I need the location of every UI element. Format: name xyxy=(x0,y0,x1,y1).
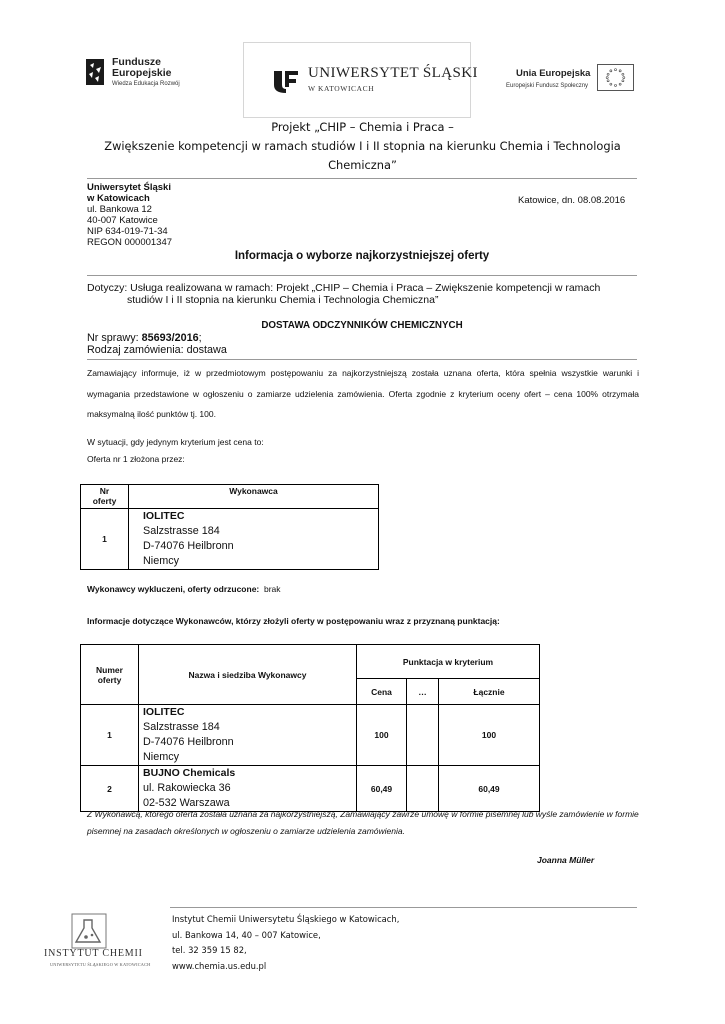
uniwersytet-slaski-logo xyxy=(243,42,478,118)
fundusze-europejskie-logo xyxy=(84,55,194,97)
dotyczy-block xyxy=(87,282,637,306)
footer-line1: Instytut Chemii Uniwersytetu Śląskiego w Katowicach, xyxy=(172,914,400,924)
project-title-line1: Projekt „CHIP – Chemia i Praca – xyxy=(271,120,454,134)
project-title-line3: Chemiczna” xyxy=(328,158,397,172)
header-name: Nazwa i siedziba Wykonawcy xyxy=(139,645,357,705)
row-street: ul. Rakowiecka 36 xyxy=(143,782,231,794)
row-cena: 100 xyxy=(357,705,407,766)
us-name: UNIWERSYTET ŚLĄSKI xyxy=(308,65,478,81)
decision-paragraph: Zamawiający informuje, iż w przedmiotowym postępowaniu za najkorzystniejszą została uznana oferta, która spełnia wszystkie warunki i wymagania przedstawione w ogłoszeniu o zamiarze udzielenia zamówienia. Oferta zgodnie z kryterium oceny ofert – cena 100% otrzymała maksymalną ilość punktów tj. 100. xyxy=(87,368,639,419)
ue-name: Unia Europejska xyxy=(516,68,591,79)
winner-table-header xyxy=(81,485,379,509)
instytut-chemii-name: INSTYTUT CHEMII xyxy=(44,948,143,959)
row-company: BUJNO Chemicals xyxy=(143,767,236,779)
scores-table xyxy=(80,644,540,812)
row-nr: 2 xyxy=(81,766,139,812)
case-divider xyxy=(87,359,637,360)
uniwersytet-slaski-icon xyxy=(272,67,300,97)
situation-block xyxy=(87,434,264,468)
winner-table xyxy=(80,484,379,570)
row-total: 60,49 xyxy=(439,766,540,812)
scores-header-row xyxy=(81,645,540,679)
eu-flag-icon xyxy=(597,64,634,91)
dotyczy-line1: Dotyczy: Usługa realizowana w ramach: Projekt „CHIP – Chemia i Praca – Zwiększenie kompetencji w ramach xyxy=(87,282,601,294)
subject-title: DOSTAWA ODCZYNNIKÓW CHEMICZNYCH xyxy=(261,320,463,331)
header-dots: … xyxy=(407,679,439,705)
case-nr-value: 85693/2016 xyxy=(141,332,199,344)
situation-line1: W sytuacji, gdy jedynym kryterium jest cena to: xyxy=(87,437,264,447)
excluded-value: brak xyxy=(263,584,281,594)
footer-phone: tel. 32 359 15 82, xyxy=(172,945,247,955)
sender-address xyxy=(87,182,172,248)
fundusze-europejskie-icon xyxy=(84,57,106,87)
order-type: Rodzaj zamówienia: dostawa xyxy=(87,344,227,356)
instytut-chemii-subtitle: UNIWERSYTETU ŚLĄSKIEGO W KATOWICACH xyxy=(50,962,151,967)
heading-divider xyxy=(87,275,637,276)
footer-website[interactable]: www.chemia.us.edu.pl xyxy=(172,960,267,971)
situation-line2: Oferta nr 1 złożona przez: xyxy=(87,454,185,464)
header-total: Łącznie xyxy=(439,679,540,705)
table-row xyxy=(81,509,379,570)
row-city: 02-532 Warszawa xyxy=(143,797,230,809)
scores-heading: Informacje dotyczące Wykonawców, którzy złożyli oferty w postępowaniu wraz z przyznaną punktacją: xyxy=(87,616,500,626)
row-nr: 1 xyxy=(81,705,139,766)
row-country: Niemcy xyxy=(143,751,179,763)
row-address xyxy=(139,705,357,766)
table-row xyxy=(81,766,540,812)
header-numer: Numer oferty xyxy=(81,645,139,705)
row-total: 100 xyxy=(439,705,540,766)
row-dots xyxy=(407,766,439,812)
fe-title xyxy=(112,57,172,79)
row-street: Salzstrasse 184 xyxy=(143,525,220,537)
row-city: D-74076 Heilbronn xyxy=(143,540,234,552)
sender-name-line2: w Katowicach xyxy=(87,193,150,204)
closing-paragraph: Z Wykonawcą, którego oferta została uznana za najkorzystniejszą, Zamawiający zawrze umowę w formie pisemnej lub wyśle zamówienie w formie pisemnej na zasadach określonych w ogłoszeniu o zamiarze udzielenia zamówienia. xyxy=(87,809,639,836)
row-company: IOLITEC xyxy=(143,510,185,522)
project-title-line2: Zwiększenie kompetencji w ramach studiów I i II stopnia na kierunku Chemia i Technologia xyxy=(104,139,621,153)
header-divider xyxy=(87,178,637,179)
fe-line2: Europejskie xyxy=(112,67,172,79)
row-address xyxy=(139,766,357,812)
fe-subtitle: Wiedza Edukacja Rozwój xyxy=(112,81,180,87)
case-info xyxy=(87,332,227,356)
header-cena: Cena xyxy=(357,679,407,705)
row-cena: 60,49 xyxy=(357,766,407,812)
document-date: Katowice, dn. 08.08.2016 xyxy=(518,195,626,206)
sender-nip: NIP 634-019-71-34 xyxy=(87,226,168,237)
excluded-label: Wykonawcy wykluczeni, oferty odrzucone: xyxy=(87,584,260,594)
table-row xyxy=(81,705,540,766)
dotyczy-line2: studiów I i II stopnia na kierunku Chemia i Technologia Chemiczna” xyxy=(127,294,439,306)
sender-name-line1: Uniwersytet Śląski xyxy=(87,182,171,193)
project-title xyxy=(90,118,635,175)
instytut-chemii-icon xyxy=(70,912,110,950)
case-nr-label: Nr sprawy: xyxy=(87,332,142,344)
footer-line2: ul. Bankowa 14, 40 – 007 Katowice, xyxy=(172,929,321,940)
row-city: D-74076 Heilbronn xyxy=(143,736,234,748)
document-heading: Informacja o wyborze najkorzystniejszej oferty xyxy=(234,250,490,262)
row-country: Niemcy xyxy=(143,555,179,567)
case-nr-suffix: ; xyxy=(198,332,202,344)
sender-regon: REGON 000001347 xyxy=(87,237,173,248)
header-wykonawca: Wykonawca xyxy=(129,485,379,509)
fe-line1: Fundusze xyxy=(112,56,161,68)
row-nr: 1 xyxy=(81,509,129,570)
row-company: IOLITEC xyxy=(143,706,185,718)
sender-city: 40-007 Katowice xyxy=(87,215,158,226)
footer-divider xyxy=(170,907,637,908)
row-address xyxy=(129,509,379,570)
ue-subtitle: Europejski Fundusz Społeczny xyxy=(506,83,589,89)
header-nr: Nr oferty xyxy=(81,485,129,509)
row-dots xyxy=(407,705,439,766)
sender-street: ul. Bankowa 12 xyxy=(87,204,152,215)
header-score: Punktacja w kryterium xyxy=(357,645,540,679)
excluded-line xyxy=(87,584,281,594)
signature: Joanna Müller xyxy=(537,855,595,865)
footer-address xyxy=(172,912,399,974)
us-subtitle: W KATOWICACH xyxy=(308,84,375,93)
row-street: Salzstrasse 184 xyxy=(143,721,220,733)
